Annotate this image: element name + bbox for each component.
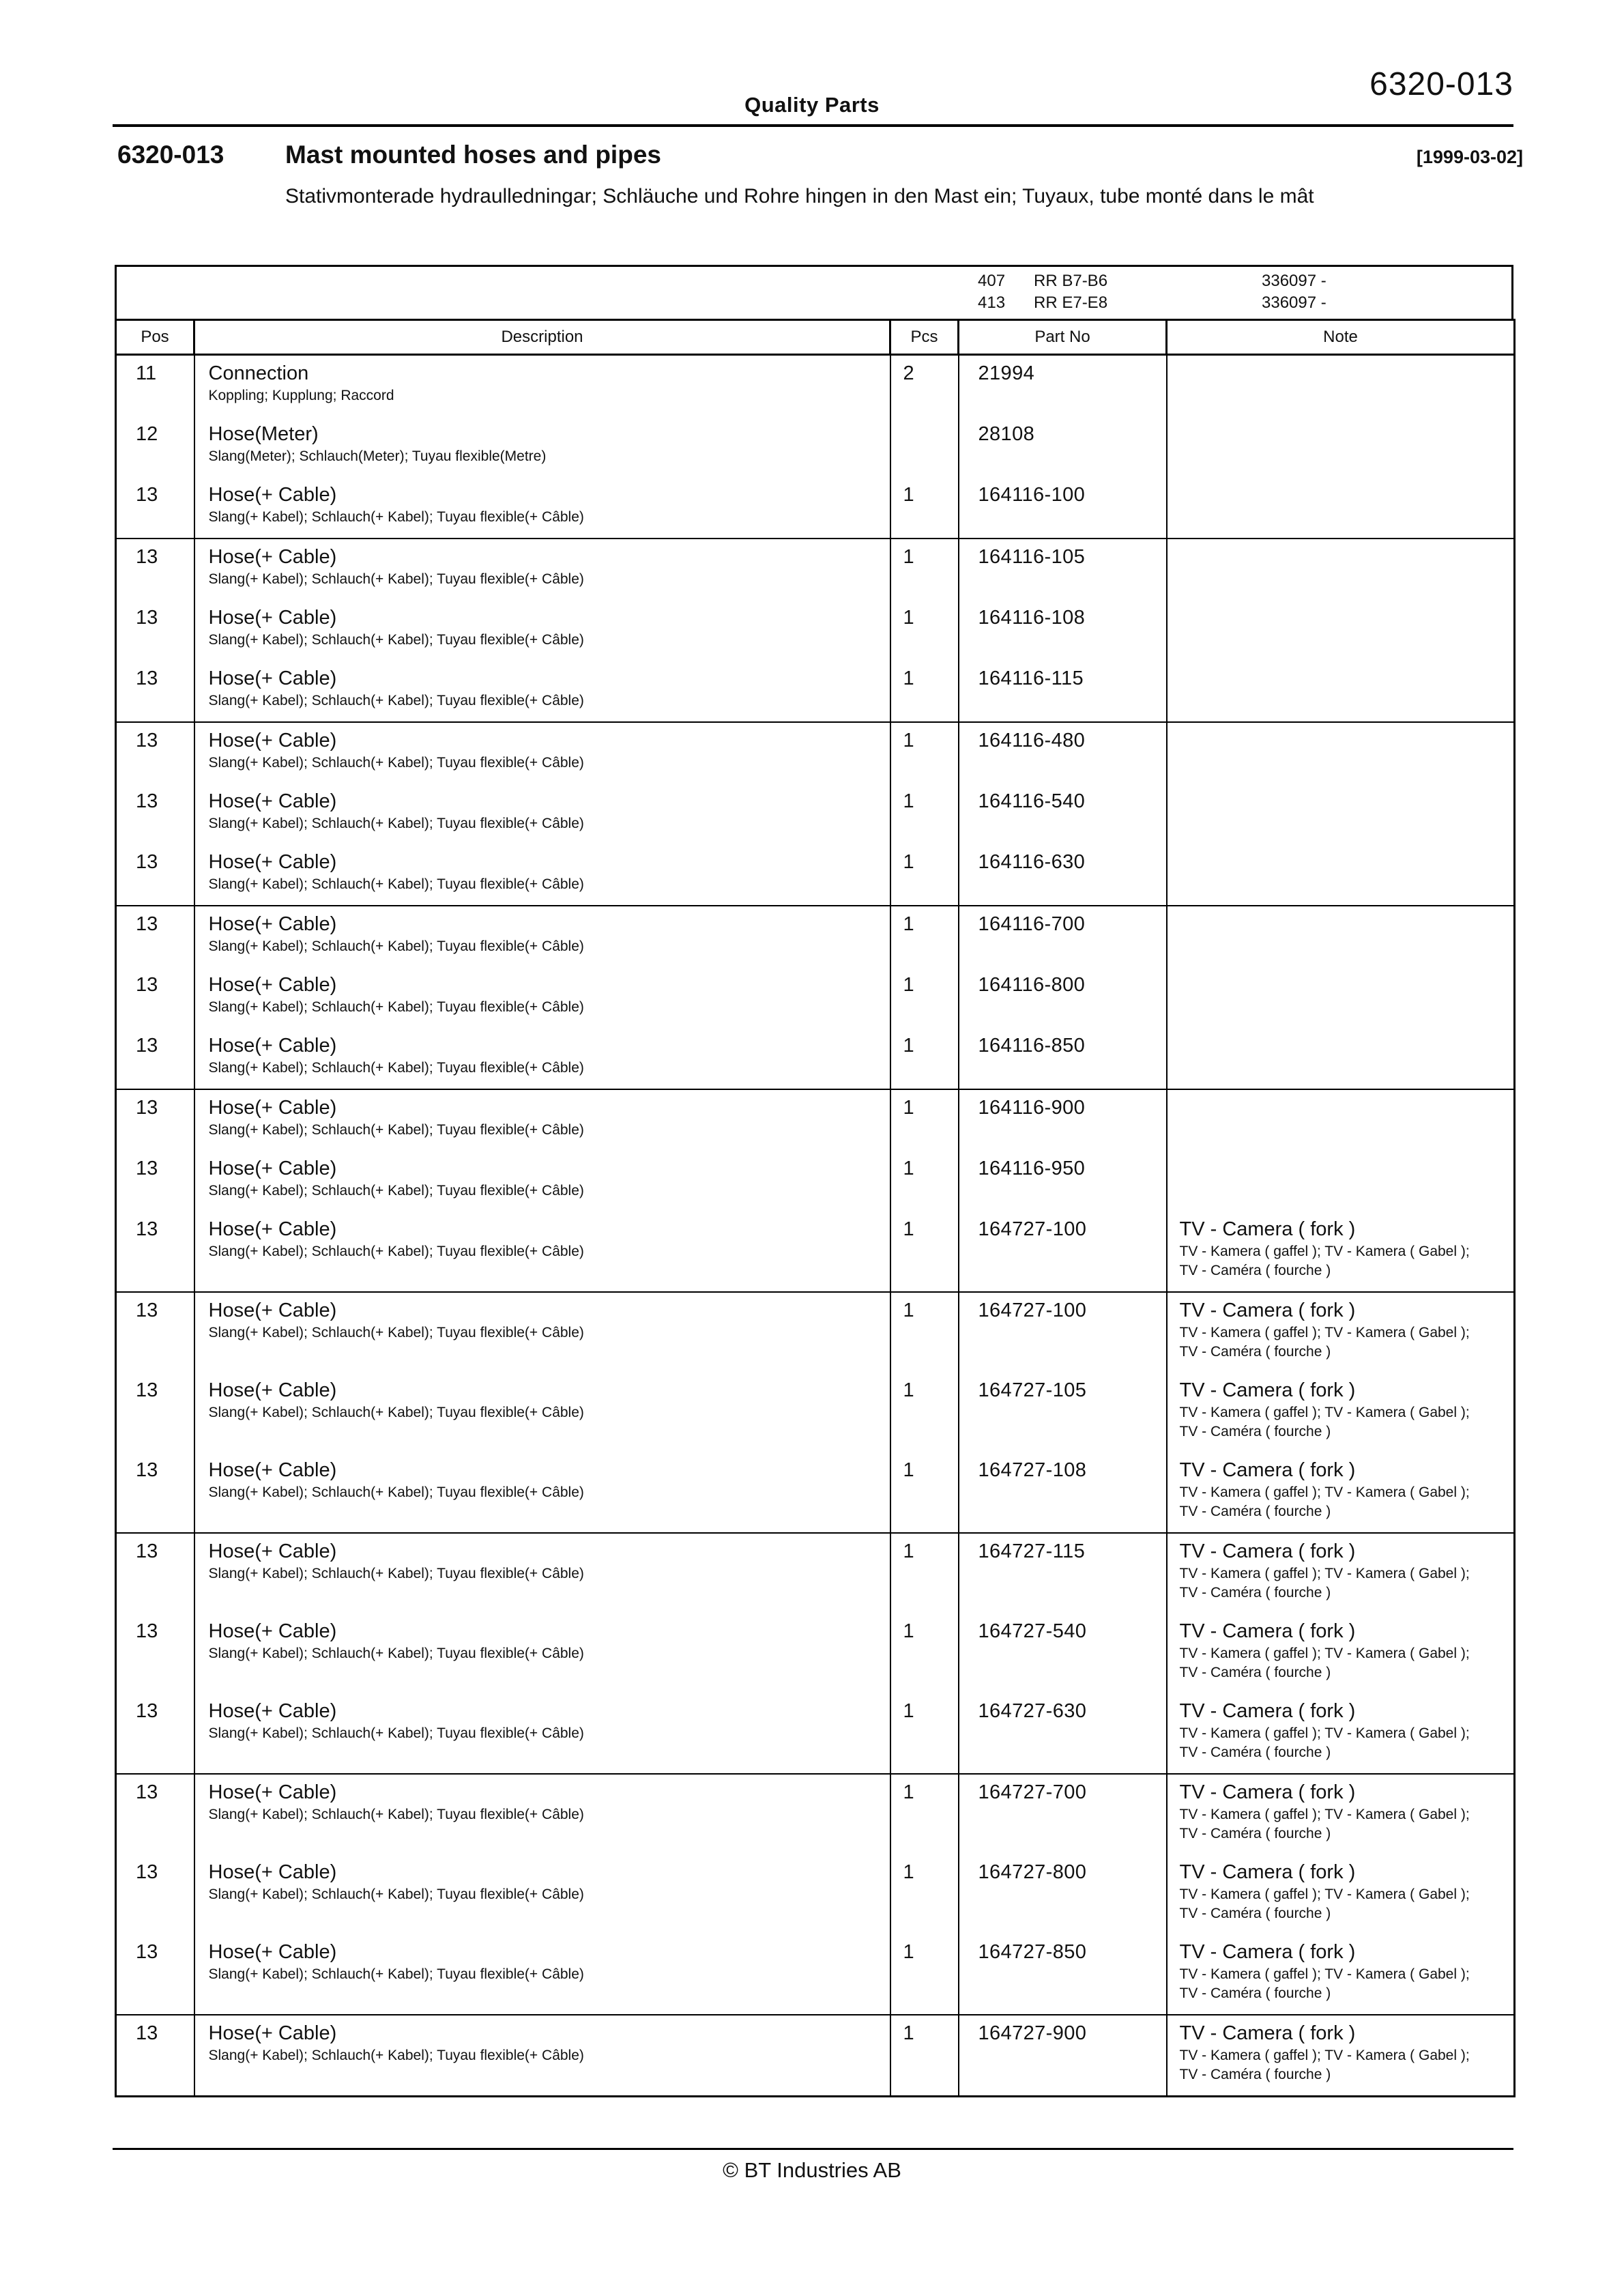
cell-pcs: 1 xyxy=(890,1151,959,1211)
cell-pcs: 1 xyxy=(890,661,959,722)
preheader-serial: 336097 - xyxy=(1262,272,1326,290)
cell-pos: 13 xyxy=(116,1934,194,2015)
table-row xyxy=(116,1533,1515,1613)
cell-pcs: 1 xyxy=(890,1533,959,1613)
note-main: TV - Camera ( fork ) xyxy=(1179,1941,1356,1963)
cell-description xyxy=(194,1934,890,2015)
cell-description xyxy=(194,2015,890,2097)
cell-pcs: 1 xyxy=(890,1089,959,1151)
note-translations: TV - Kamera ( gaffel ); TV - Kamera ( Gabel ); TV - Caméra ( fourche ) xyxy=(1179,1325,1470,1360)
cell-part-no: 164116-105 xyxy=(959,539,1167,600)
cell-part-no: 164727-108 xyxy=(959,1452,1167,1533)
cell-description xyxy=(194,1151,890,1211)
cell-note xyxy=(1167,477,1515,539)
description-main: Hose(+ Cable) xyxy=(208,1459,337,1481)
cell-part-no: 164727-105 xyxy=(959,1373,1167,1452)
note-main: TV - Camera ( fork ) xyxy=(1179,1781,1356,1803)
cell-description xyxy=(194,1292,890,1373)
cell-pcs: 1 xyxy=(890,539,959,600)
cell-pcs: 1 xyxy=(890,1452,959,1533)
cell-part-no: 164116-108 xyxy=(959,600,1167,661)
table-row xyxy=(116,1151,1515,1211)
cell-pos: 13 xyxy=(116,1151,194,1211)
cell-note xyxy=(1167,1373,1515,1452)
cell-note xyxy=(1167,539,1515,600)
note-translations: TV - Kamera ( gaffel ); TV - Kamera ( Gabel ); TV - Caméra ( fourche ) xyxy=(1179,1966,1470,2001)
preheader-model: 407 xyxy=(978,272,1006,290)
description-main: Hose(+ Cable) xyxy=(208,974,337,996)
cell-description xyxy=(194,1613,890,1693)
cell-pcs: 1 xyxy=(890,1774,959,1854)
section-title-row xyxy=(117,141,1523,169)
parts-table xyxy=(115,265,1513,2097)
cell-description xyxy=(194,784,890,844)
page-title: Mast mounted hoses and pipes xyxy=(285,141,661,169)
cell-note xyxy=(1167,1533,1515,1613)
table-preheader xyxy=(115,265,1513,321)
description-translations: Slang(+ Kabel); Schlauch(+ Kabel); Tuyau flexible(+ Câble) xyxy=(208,1183,584,1199)
cell-description xyxy=(194,1211,890,1292)
cell-part-no: 164727-100 xyxy=(959,1211,1167,1292)
description-main: Hose(+ Cable) xyxy=(208,1035,337,1057)
cell-note xyxy=(1167,1292,1515,1373)
cell-part-no: 21994 xyxy=(959,355,1167,417)
cell-part-no: 164727-115 xyxy=(959,1533,1167,1613)
cell-description xyxy=(194,1774,890,1854)
cell-part-no: 164116-700 xyxy=(959,906,1167,967)
cell-pos: 13 xyxy=(116,661,194,722)
note-translations: TV - Kamera ( gaffel ); TV - Kamera ( Gabel ); TV - Caméra ( fourche ) xyxy=(1179,1484,1470,1519)
cell-pos: 13 xyxy=(116,1533,194,1613)
cell-part-no: 164727-900 xyxy=(959,2015,1167,2097)
cell-pcs: 1 xyxy=(890,1693,959,1774)
description-main: Hose(Meter) xyxy=(208,423,319,445)
table-row xyxy=(116,539,1515,600)
section-subtitle: Stativmonterade hydraulledningar; Schläuche und Rohre hingen in den Mast ein; Tuyaux, tube monté dans le mât xyxy=(285,185,1314,207)
description-translations: Slang(+ Kabel); Schlauch(+ Kabel); Tuyau flexible(+ Câble) xyxy=(208,1725,584,1741)
cell-pos: 13 xyxy=(116,906,194,967)
description-main: Hose(+ Cable) xyxy=(208,2022,337,2044)
cell-part-no: 164727-540 xyxy=(959,1613,1167,1693)
col-header-pos: Pos xyxy=(116,320,194,355)
description-main: Hose(+ Cable) xyxy=(208,1941,337,1963)
cell-pcs: 1 xyxy=(890,1934,959,2015)
cell-pos: 13 xyxy=(116,1774,194,1854)
table-row xyxy=(116,416,1515,477)
cell-note xyxy=(1167,784,1515,844)
table-row xyxy=(116,1373,1515,1452)
cell-pos: 13 xyxy=(116,844,194,906)
description-main: Hose(+ Cable) xyxy=(208,730,337,751)
cell-pos: 13 xyxy=(116,1452,194,1533)
table-row xyxy=(116,1693,1515,1774)
cell-pcs: 1 xyxy=(890,1854,959,1934)
cell-note xyxy=(1167,600,1515,661)
table-row xyxy=(116,844,1515,906)
description-translations: Slang(+ Kabel); Schlauch(+ Kabel); Tuyau flexible(+ Câble) xyxy=(208,632,584,648)
cell-pos: 12 xyxy=(116,416,194,477)
cell-description xyxy=(194,661,890,722)
section-date: [1999-03-02] xyxy=(1416,147,1523,167)
note-main: TV - Camera ( fork ) xyxy=(1179,1218,1356,1240)
cell-note xyxy=(1167,355,1515,417)
table-row xyxy=(116,600,1515,661)
note-translations: TV - Kamera ( gaffel ); TV - Kamera ( Gabel ); TV - Caméra ( fourche ) xyxy=(1179,2048,1470,2082)
description-translations: Slang(+ Kabel); Schlauch(+ Kabel); Tuyau flexible(+ Câble) xyxy=(208,876,584,892)
cell-description xyxy=(194,1533,890,1613)
note-translations: TV - Kamera ( gaffel ); TV - Kamera ( Gabel ); TV - Caméra ( fourche ) xyxy=(1179,1725,1470,1760)
header-title: Quality Parts xyxy=(744,93,880,117)
table-row xyxy=(116,722,1515,784)
description-main: Hose(+ Cable) xyxy=(208,1300,337,1321)
cell-part-no: 164727-850 xyxy=(959,1934,1167,2015)
col-header-pcs: Pcs xyxy=(890,320,959,355)
preheader-line xyxy=(117,272,1511,293)
cell-part-no: 164727-630 xyxy=(959,1693,1167,1774)
description-main: Hose(+ Cable) xyxy=(208,1158,337,1179)
description-translations: Koppling; Kupplung; Raccord xyxy=(208,388,394,403)
description-translations: Slang(+ Kabel); Schlauch(+ Kabel); Tuyau flexible(+ Câble) xyxy=(208,755,584,771)
cell-description xyxy=(194,1089,890,1151)
cell-part-no: 28108 xyxy=(959,416,1167,477)
description-main: Hose(+ Cable) xyxy=(208,1700,337,1722)
cell-pos: 13 xyxy=(116,539,194,600)
cell-part-no: 164727-100 xyxy=(959,1292,1167,1373)
cell-note xyxy=(1167,1151,1515,1211)
table-row xyxy=(116,2015,1515,2097)
cell-pos: 13 xyxy=(116,722,194,784)
cell-pos: 13 xyxy=(116,1211,194,1292)
description-translations: Slang(+ Kabel); Schlauch(+ Kabel); Tuyau flexible(+ Câble) xyxy=(208,1886,584,1902)
table-row xyxy=(116,1452,1515,1533)
cell-pcs: 1 xyxy=(890,1028,959,1089)
preheader-model: 413 xyxy=(978,293,1006,312)
description-translations: Slang(+ Kabel); Schlauch(+ Kabel); Tuyau flexible(+ Câble) xyxy=(208,816,584,831)
header-rule xyxy=(113,124,1513,127)
cell-note xyxy=(1167,2015,1515,2097)
footer-text: © BT Industries AB xyxy=(723,2158,901,2182)
col-header-description: Description xyxy=(194,320,890,355)
cell-pcs: 1 xyxy=(890,600,959,661)
cell-description xyxy=(194,844,890,906)
description-main: Hose(+ Cable) xyxy=(208,1540,337,1562)
preheader-variant: RR B7-B6 xyxy=(1034,272,1108,290)
header-page-number: 6320-013 xyxy=(1369,66,1513,102)
note-main: TV - Camera ( fork ) xyxy=(1179,1300,1356,1321)
note-main: TV - Camera ( fork ) xyxy=(1179,2022,1356,2044)
description-main: Hose(+ Cable) xyxy=(208,913,337,935)
cell-description xyxy=(194,1028,890,1089)
note-main: TV - Camera ( fork ) xyxy=(1179,1379,1356,1401)
note-translations: TV - Kamera ( gaffel ); TV - Kamera ( Gabel ); TV - Caméra ( fourche ) xyxy=(1179,1807,1470,1841)
note-translations: TV - Kamera ( gaffel ); TV - Kamera ( Gabel ); TV - Caméra ( fourche ) xyxy=(1179,1405,1470,1439)
cell-description xyxy=(194,967,890,1028)
description-translations: Slang(+ Kabel); Schlauch(+ Kabel); Tuyau flexible(+ Câble) xyxy=(208,1405,584,1420)
cell-note xyxy=(1167,906,1515,967)
cell-note xyxy=(1167,1934,1515,2015)
cell-pos: 13 xyxy=(116,2015,194,2097)
description-main: Hose(+ Cable) xyxy=(208,607,337,629)
cell-description xyxy=(194,1373,890,1452)
table-row xyxy=(116,661,1515,722)
cell-pos: 13 xyxy=(116,1089,194,1151)
cell-note xyxy=(1167,722,1515,784)
cell-note xyxy=(1167,967,1515,1028)
description-translations: Slang(+ Kabel); Schlauch(+ Kabel); Tuyau flexible(+ Câble) xyxy=(208,571,584,587)
cell-pcs: 1 xyxy=(890,1292,959,1373)
cell-note xyxy=(1167,416,1515,477)
table-row xyxy=(116,1613,1515,1693)
description-main: Connection xyxy=(208,362,309,384)
description-translations: Slang(+ Kabel); Schlauch(+ Kabel); Tuyau flexible(+ Câble) xyxy=(208,1966,584,1982)
cell-pcs: 1 xyxy=(890,1211,959,1292)
cell-note xyxy=(1167,1089,1515,1151)
description-translations: Slang(Meter); Schlauch(Meter); Tuyau flexible(Metre) xyxy=(208,448,547,464)
cell-pcs: 2 xyxy=(890,355,959,417)
preheader-line xyxy=(117,293,1511,315)
table-header-row xyxy=(116,320,1515,355)
footer-rule xyxy=(113,2148,1513,2150)
cell-part-no: 164116-100 xyxy=(959,477,1167,539)
note-main: TV - Camera ( fork ) xyxy=(1179,1459,1356,1481)
cell-note xyxy=(1167,661,1515,722)
cell-pcs: 1 xyxy=(890,906,959,967)
cell-pos: 13 xyxy=(116,1613,194,1693)
table-row xyxy=(116,355,1515,417)
cell-note xyxy=(1167,1452,1515,1533)
note-main: TV - Camera ( fork ) xyxy=(1179,1540,1356,1562)
parts-table-body xyxy=(116,355,1515,2097)
cell-pcs: 1 xyxy=(890,844,959,906)
note-translations: TV - Kamera ( gaffel ); TV - Kamera ( Gabel ); TV - Caméra ( fourche ) xyxy=(1179,1886,1470,1921)
preheader-serial: 336097 - xyxy=(1262,293,1326,312)
table-row xyxy=(116,784,1515,844)
description-main: Hose(+ Cable) xyxy=(208,1097,337,1119)
description-translations: Slang(+ Kabel); Schlauch(+ Kabel); Tuyau flexible(+ Câble) xyxy=(208,1484,584,1500)
col-header-part-no: Part No xyxy=(959,320,1167,355)
description-main: Hose(+ Cable) xyxy=(208,1218,337,1240)
description-translations: Slang(+ Kabel); Schlauch(+ Kabel); Tuyau flexible(+ Câble) xyxy=(208,1325,584,1340)
description-translations: Slang(+ Kabel); Schlauch(+ Kabel); Tuyau flexible(+ Câble) xyxy=(208,999,584,1015)
description-translations: Slang(+ Kabel); Schlauch(+ Kabel); Tuyau flexible(+ Câble) xyxy=(208,1060,584,1076)
description-main: Hose(+ Cable) xyxy=(208,851,337,873)
cell-pcs: 1 xyxy=(890,1373,959,1452)
note-main: TV - Camera ( fork ) xyxy=(1179,1620,1356,1642)
cell-pcs xyxy=(890,416,959,477)
cell-description xyxy=(194,416,890,477)
cell-note xyxy=(1167,1211,1515,1292)
table-row xyxy=(116,1854,1515,1934)
cell-pos: 11 xyxy=(116,355,194,417)
cell-pos: 13 xyxy=(116,1854,194,1934)
cell-pos: 13 xyxy=(116,600,194,661)
description-main: Hose(+ Cable) xyxy=(208,790,337,812)
description-translations: Slang(+ Kabel); Schlauch(+ Kabel); Tuyau flexible(+ Câble) xyxy=(208,1566,584,1581)
description-main: Hose(+ Cable) xyxy=(208,1861,337,1883)
table-row xyxy=(116,906,1515,967)
cell-part-no: 164116-900 xyxy=(959,1089,1167,1151)
section-code: 6320-013 xyxy=(117,141,224,169)
cell-note xyxy=(1167,1028,1515,1089)
description-main: Hose(+ Cable) xyxy=(208,1781,337,1803)
description-main: Hose(+ Cable) xyxy=(208,1379,337,1401)
cell-description xyxy=(194,477,890,539)
description-main: Hose(+ Cable) xyxy=(208,668,337,689)
description-translations: Slang(+ Kabel); Schlauch(+ Kabel); Tuyau flexible(+ Câble) xyxy=(208,509,584,525)
description-translations: Slang(+ Kabel); Schlauch(+ Kabel); Tuyau flexible(+ Câble) xyxy=(208,1122,584,1138)
parts-table-grid xyxy=(115,319,1516,2097)
description-main: Hose(+ Cable) xyxy=(208,546,337,568)
cell-description xyxy=(194,1693,890,1774)
description-translations: Slang(+ Kabel); Schlauch(+ Kabel); Tuyau flexible(+ Câble) xyxy=(208,1244,584,1259)
cell-description xyxy=(194,355,890,417)
table-row xyxy=(116,477,1515,539)
cell-part-no: 164727-800 xyxy=(959,1854,1167,1934)
cell-part-no: 164116-540 xyxy=(959,784,1167,844)
cell-note xyxy=(1167,1774,1515,1854)
cell-pos: 13 xyxy=(116,1373,194,1452)
cell-note xyxy=(1167,1693,1515,1774)
table-row xyxy=(116,1934,1515,2015)
cell-part-no: 164116-950 xyxy=(959,1151,1167,1211)
cell-part-no: 164116-115 xyxy=(959,661,1167,722)
cell-pos: 13 xyxy=(116,477,194,539)
preheader-variant: RR E7-E8 xyxy=(1034,293,1108,312)
cell-part-no: 164116-480 xyxy=(959,722,1167,784)
cell-pcs: 1 xyxy=(890,1613,959,1693)
table-row xyxy=(116,1089,1515,1151)
description-translations: Slang(+ Kabel); Schlauch(+ Kabel); Tuyau flexible(+ Câble) xyxy=(208,2048,584,2063)
cell-pos: 13 xyxy=(116,967,194,1028)
cell-part-no: 164116-630 xyxy=(959,844,1167,906)
cell-part-no: 164116-800 xyxy=(959,967,1167,1028)
cell-description xyxy=(194,722,890,784)
description-main: Hose(+ Cable) xyxy=(208,1620,337,1642)
note-translations: TV - Kamera ( gaffel ); TV - Kamera ( Gabel ); TV - Caméra ( fourche ) xyxy=(1179,1566,1470,1601)
description-translations: Slang(+ Kabel); Schlauch(+ Kabel); Tuyau flexible(+ Câble) xyxy=(208,693,584,708)
cell-description xyxy=(194,1854,890,1934)
cell-description xyxy=(194,600,890,661)
cell-pos: 13 xyxy=(116,1028,194,1089)
col-header-note: Note xyxy=(1167,320,1515,355)
cell-pcs: 1 xyxy=(890,477,959,539)
cell-pcs: 1 xyxy=(890,784,959,844)
note-main: TV - Camera ( fork ) xyxy=(1179,1700,1356,1722)
note-translations: TV - Kamera ( gaffel ); TV - Kamera ( Gabel ); TV - Caméra ( fourche ) xyxy=(1179,1244,1470,1278)
table-row xyxy=(116,1211,1515,1292)
cell-description xyxy=(194,1452,890,1533)
cell-description xyxy=(194,906,890,967)
table-row xyxy=(116,1028,1515,1089)
cell-part-no: 164116-850 xyxy=(959,1028,1167,1089)
table-row xyxy=(116,1774,1515,1854)
note-translations: TV - Kamera ( gaffel ); TV - Kamera ( Gabel ); TV - Caméra ( fourche ) xyxy=(1179,1646,1470,1680)
cell-pcs: 1 xyxy=(890,2015,959,2097)
cell-note xyxy=(1167,844,1515,906)
cell-note xyxy=(1167,1613,1515,1693)
cell-description xyxy=(194,539,890,600)
description-main: Hose(+ Cable) xyxy=(208,484,337,506)
cell-pos: 13 xyxy=(116,784,194,844)
cell-part-no: 164727-700 xyxy=(959,1774,1167,1854)
description-translations: Slang(+ Kabel); Schlauch(+ Kabel); Tuyau flexible(+ Câble) xyxy=(208,1807,584,1822)
cell-pcs: 1 xyxy=(890,967,959,1028)
description-translations: Slang(+ Kabel); Schlauch(+ Kabel); Tuyau flexible(+ Câble) xyxy=(208,1646,584,1661)
description-translations: Slang(+ Kabel); Schlauch(+ Kabel); Tuyau flexible(+ Câble) xyxy=(208,938,584,954)
cell-pos: 13 xyxy=(116,1693,194,1774)
cell-pos: 13 xyxy=(116,1292,194,1373)
cell-note xyxy=(1167,1854,1515,1934)
cell-pcs: 1 xyxy=(890,722,959,784)
table-row xyxy=(116,1292,1515,1373)
note-main: TV - Camera ( fork ) xyxy=(1179,1861,1356,1883)
table-row xyxy=(116,967,1515,1028)
